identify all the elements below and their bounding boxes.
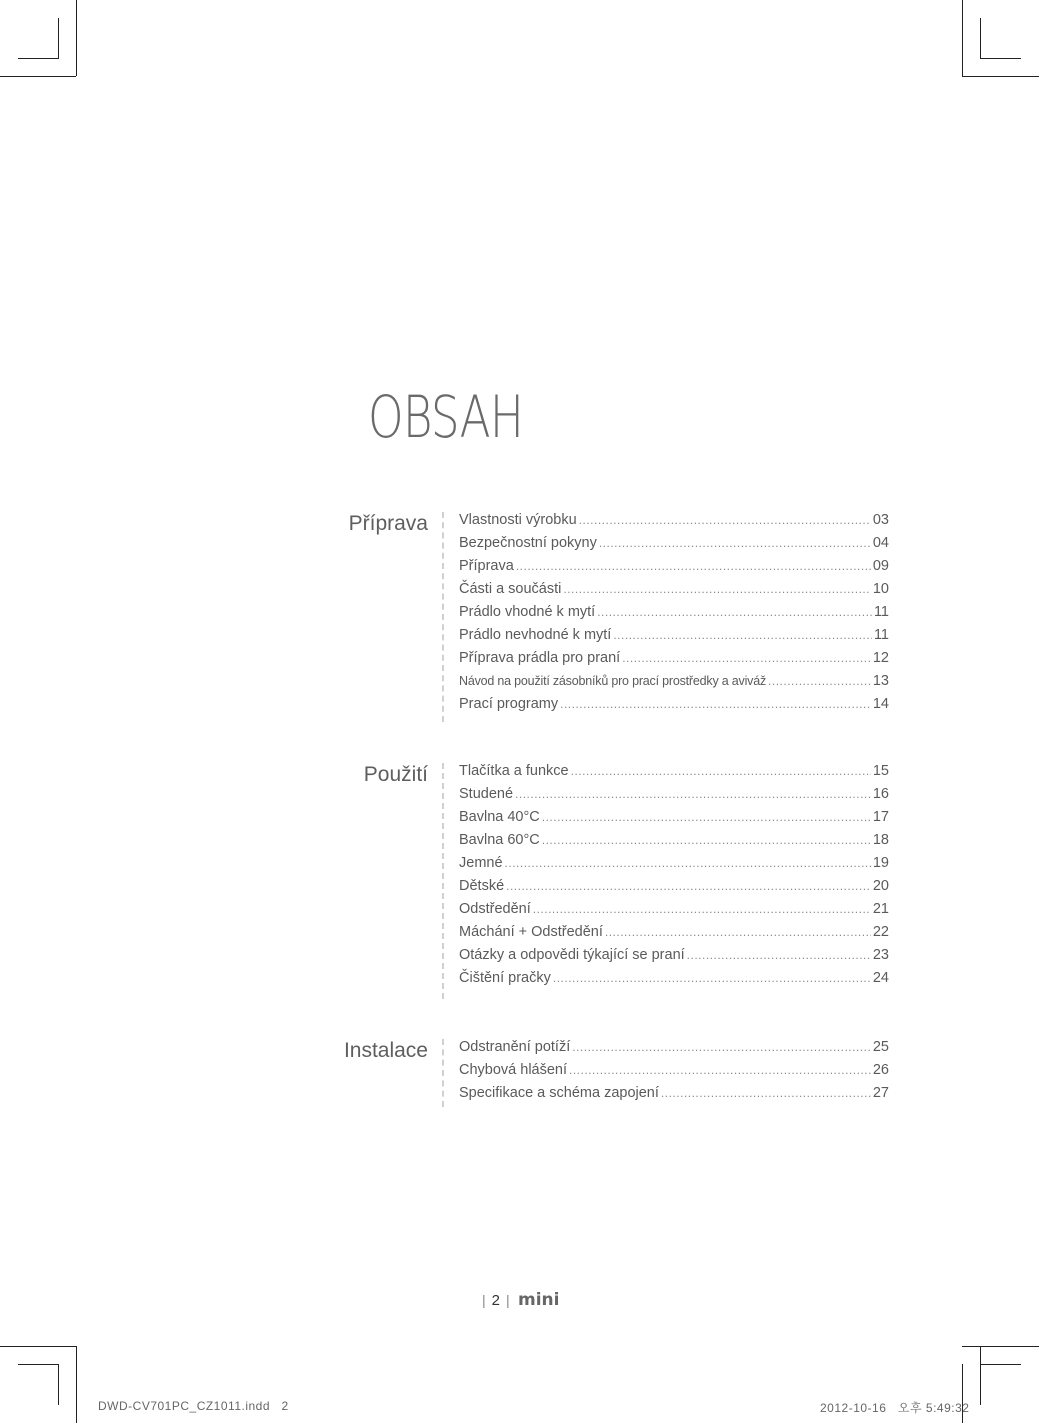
entry-page: 15 xyxy=(872,763,889,779)
toc-entry[interactable] xyxy=(459,627,889,650)
toc-entry[interactable] xyxy=(459,581,889,604)
dot-leader xyxy=(661,1086,871,1100)
entry-page: 25 xyxy=(872,1039,889,1055)
entry-label: Dětské xyxy=(459,878,505,894)
entry-page: 16 xyxy=(872,786,889,802)
toc-entry[interactable] xyxy=(459,535,889,558)
dot-leader xyxy=(605,925,871,939)
dot-leader xyxy=(515,787,871,801)
toc-list xyxy=(459,1039,889,1108)
crop-mark xyxy=(0,1346,76,1347)
page-title: OBSAH xyxy=(368,383,524,451)
entry-page: 27 xyxy=(872,1085,889,1101)
entry-label: Odstranění potíží xyxy=(459,1039,571,1055)
entry-page: 09 xyxy=(872,558,889,574)
toc-entry[interactable] xyxy=(459,604,889,627)
toc-list xyxy=(459,763,889,993)
entry-page: 14 xyxy=(872,696,889,712)
entry-label: Tlačítka a funkce xyxy=(459,763,569,779)
section-divider xyxy=(442,1039,444,1107)
dot-leader xyxy=(506,879,871,893)
entry-label: Specifikace a schéma zapojení xyxy=(459,1085,659,1101)
entry-label: Čištění pračky xyxy=(459,970,551,986)
crop-mark xyxy=(18,1364,59,1365)
crop-mark xyxy=(76,1346,77,1423)
entry-page: 13 xyxy=(872,673,889,689)
crop-mark xyxy=(980,58,1021,59)
toc-entry[interactable] xyxy=(459,901,889,924)
crop-mark xyxy=(962,0,963,76)
dot-leader xyxy=(542,810,871,824)
section-divider xyxy=(442,512,444,722)
section-heading: Použití xyxy=(363,763,428,786)
entry-page: 18 xyxy=(872,832,889,848)
toc-entry[interactable] xyxy=(459,1085,889,1108)
dot-leader xyxy=(569,1063,871,1077)
dot-leader xyxy=(599,536,871,550)
toc-entry[interactable] xyxy=(459,1062,889,1085)
dot-leader xyxy=(533,902,871,916)
separator-bar: | xyxy=(482,1292,486,1308)
entry-label: Jemné xyxy=(459,855,503,871)
toc-entry[interactable] xyxy=(459,763,889,786)
entry-label: Prací programy xyxy=(459,696,559,712)
crop-mark xyxy=(980,18,981,59)
toc-entry[interactable] xyxy=(459,696,889,719)
dot-leader xyxy=(571,764,871,778)
entry-label: Prádlo vhodné k mytí xyxy=(459,604,596,620)
entry-label: Chybová hlášení xyxy=(459,1062,568,1078)
toc-entry[interactable] xyxy=(459,832,889,855)
crop-mark xyxy=(58,18,59,59)
dot-leader xyxy=(560,697,871,711)
crop-mark xyxy=(980,1364,1021,1365)
section-divider xyxy=(442,763,444,999)
crop-mark xyxy=(76,0,77,76)
entry-page: 20 xyxy=(872,878,889,894)
entry-page: 24 xyxy=(872,970,889,986)
entry-label: Odstředění xyxy=(459,901,531,917)
toc-entry[interactable] xyxy=(459,970,889,993)
crop-mark xyxy=(18,58,59,59)
toc-list xyxy=(459,512,889,719)
section-heading: Příprava xyxy=(348,512,428,535)
entry-label: Máchání + Odstředění xyxy=(459,924,603,940)
toc-entry[interactable] xyxy=(459,924,889,947)
entry-page: 23 xyxy=(872,947,889,963)
toc-entry[interactable] xyxy=(459,947,889,970)
dot-leader xyxy=(768,674,871,688)
toc-entry[interactable] xyxy=(459,855,889,878)
toc-entry[interactable] xyxy=(459,1039,889,1062)
entry-label: Vlastnosti výrobku xyxy=(459,512,577,528)
separator-bar: | xyxy=(505,1292,510,1308)
dot-leader xyxy=(553,971,871,985)
entry-page: 03 xyxy=(872,512,889,528)
dot-leader xyxy=(542,833,871,847)
page-number: 2 xyxy=(491,1292,500,1309)
dot-leader xyxy=(613,628,872,642)
toc-entry[interactable] xyxy=(459,786,889,809)
entry-page: 10 xyxy=(872,581,889,597)
toc-entry[interactable] xyxy=(459,809,889,832)
entry-label: Otázky a odpovědi týkající se praní xyxy=(459,947,685,963)
entry-label: Návod na použití zásobníků pro prací prostředky a aviváž xyxy=(459,674,767,688)
entry-label: Bavlna 60°C xyxy=(459,832,540,848)
crop-mark xyxy=(980,1346,981,1405)
entry-page: 19 xyxy=(872,855,889,871)
slug-timestamp: 2012-10-16 오후 5:49:32 xyxy=(820,1401,970,1415)
entry-label: Studené xyxy=(459,786,514,802)
entry-label: Příprava prádla pro praní xyxy=(459,650,621,666)
entry-page: 22 xyxy=(872,924,889,940)
entry-page: 21 xyxy=(872,901,889,917)
toc-entry[interactable] xyxy=(459,650,889,673)
toc-entry[interactable] xyxy=(459,878,889,901)
entry-label: Bavlna 40°C xyxy=(459,809,540,825)
crop-mark xyxy=(962,1346,1039,1347)
dot-leader xyxy=(516,559,871,573)
dot-leader xyxy=(579,513,871,527)
entry-label: Příprava xyxy=(459,558,514,574)
entry-label: Bezpečnostní pokyny xyxy=(459,535,597,551)
entry-page: 17 xyxy=(872,809,889,825)
toc-entry[interactable] xyxy=(459,558,889,581)
dot-leader xyxy=(572,1040,871,1054)
crop-mark xyxy=(962,76,1039,77)
slug-filename: DWD-CV701PC_CZ1011.indd 2 xyxy=(98,1399,289,1413)
entry-page: 11 xyxy=(873,604,889,620)
entry-page: 12 xyxy=(872,650,889,666)
dot-leader xyxy=(563,582,871,596)
entry-page: 04 xyxy=(872,535,889,551)
brand-logo: mini xyxy=(518,1290,560,1310)
dot-leader xyxy=(597,605,872,619)
page-number-block xyxy=(482,1292,510,1309)
section-heading: Instalace xyxy=(343,1039,428,1062)
toc-entry[interactable] xyxy=(459,512,889,535)
crop-mark xyxy=(58,1364,59,1405)
entry-page: 11 xyxy=(873,627,889,643)
toc-entry[interactable] xyxy=(459,673,889,696)
crop-mark xyxy=(0,76,76,77)
dot-leader xyxy=(622,651,871,665)
entry-label: Prádlo nevhodné k mytí xyxy=(459,627,612,643)
entry-label: Části a součásti xyxy=(459,581,562,597)
dot-leader xyxy=(505,856,871,870)
dot-leader xyxy=(687,948,871,962)
entry-page: 26 xyxy=(872,1062,889,1078)
